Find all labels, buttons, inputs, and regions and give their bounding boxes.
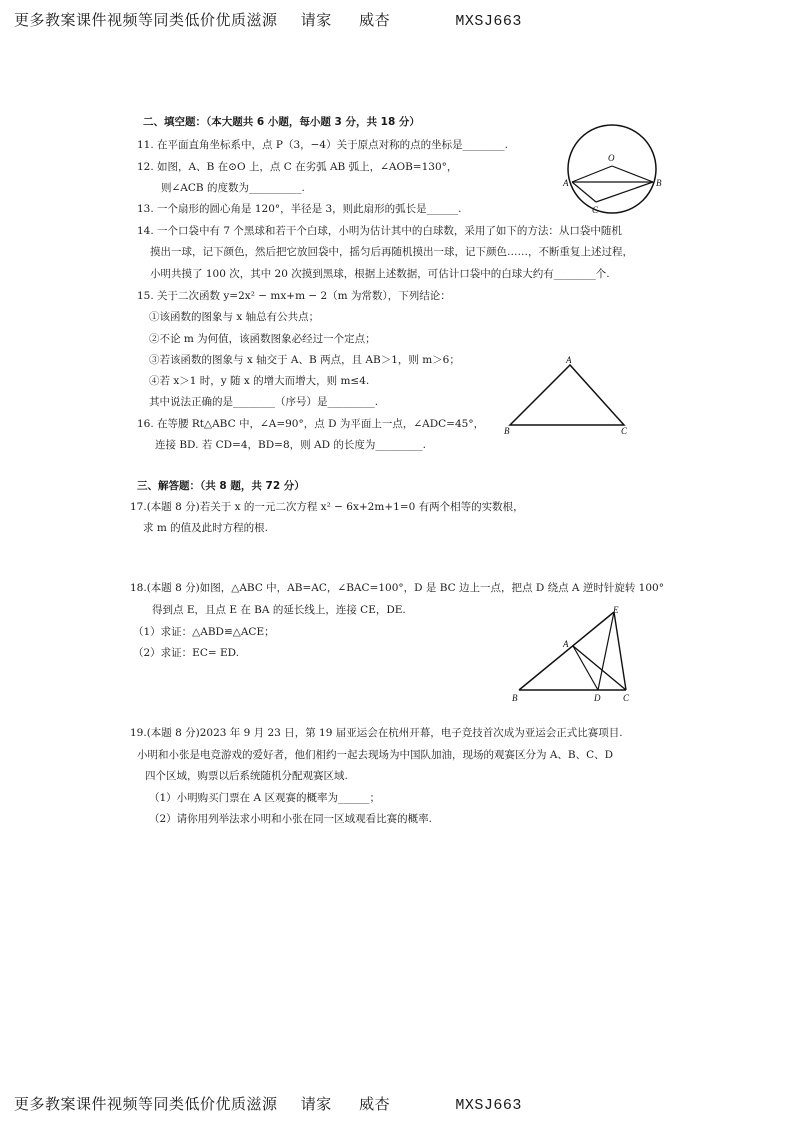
- bottom-banner-name: 威杏: [359, 1095, 391, 1113]
- rot-label-e: E: [613, 605, 619, 615]
- q15-c4: ④若 x＞1 时，y 随 x 的增大而增大，则 m≤4.: [149, 375, 370, 387]
- top-banner: [14, 9, 522, 30]
- rot-label-d: D: [594, 693, 601, 703]
- q18-line1: 18.(本题 8 分)如图，△ABC 中，AB=AC，∠BAC=100°，D 是 BC 边上一点，把点 D 绕点 A 逆时针旋转 100°: [130, 582, 664, 594]
- tri-label-c: C: [621, 426, 628, 436]
- rot-label-b: B: [512, 693, 518, 703]
- q17-line2: 求 m 的值及此时方程的根.: [143, 522, 268, 534]
- label-c: C: [592, 205, 599, 215]
- q15-c2: ②不论 m 为何值，该函数图象必经过一个定点；: [149, 333, 376, 345]
- q16-line2: 连接 BD. 若 CD=4，BD=8，则 AD 的长度为_________.: [155, 439, 426, 451]
- label-o: O: [608, 153, 615, 163]
- bottom-banner: [14, 1093, 522, 1114]
- label-a: A: [563, 178, 569, 188]
- q17-line1: 17.(本题 8 分)若关于 x 的一元二次方程 x² − 6x+2m+1=0 有两个相等的实数根，: [130, 501, 524, 513]
- banner-name: 威杏: [359, 11, 391, 29]
- q19-line3: 四个区域，购票以后系统随机分配观赛区域.: [145, 770, 348, 782]
- q15-stem: 15. 关于二次函数 y=2x² − mx+m − 2（m 为常数），下列结论：: [137, 290, 451, 302]
- rot-label-c: C: [623, 693, 630, 703]
- q15-c3: ③若该函数的图象与 x 轴交于 A、B 两点，且 AB＞1，则 m＞6；: [149, 354, 460, 366]
- q12-line2: 则∠ACB 的度数为__________.: [161, 182, 305, 194]
- q18-p2: （2）求证：EC= ED.: [133, 647, 240, 659]
- q14-line3: 小明共摸了 100 次，其中 20 次摸到黑球，根据上述数据，可估计口袋中的白球大约有________个.: [150, 268, 610, 280]
- q13: 13. 一个扇形的圆心角是 120°，半径是 3，则此扇形的弧长是______.: [137, 203, 462, 215]
- q14-line1: 14. 一个口袋中有 7 个黑球和若干个白球，小明为估计其中的白球数，采用了如下的方法：从口袋中随机: [137, 225, 622, 237]
- q19-p1: （1）小明购买门票在 A 区观赛的概率为______；: [149, 792, 380, 804]
- banner-text: 更多教案课件视频等同类低价优质滋源: [14, 11, 278, 29]
- q18-line2: 得到点 E，且点 E 在 BA 的延长线上，连接 CE，DE.: [152, 604, 406, 616]
- q15-ask: 其中说法正确的是________（序号）是_________.: [149, 396, 379, 408]
- section3-title: 三、解答题：（共 8 题，共 72 分）: [137, 480, 305, 492]
- q18-p1: （1）求证：△ABD≌△ACE；: [133, 626, 275, 638]
- q19-line2: 小明和小张是电竞游戏的爱好者，他们相约一起去现场为中国队加油，现场的观赛区分为 A、B、C、D: [137, 749, 614, 761]
- q16-line1: 16. 在等腰 Rt△ABC 中，∠A=90°，点 D 为平面上一点，∠ADC=45°，: [137, 418, 485, 430]
- bottom-banner-code: MXSJ663: [455, 1097, 522, 1114]
- tri-label-a: A: [566, 355, 572, 365]
- q11: 11. 在平面直角坐标系中，点 P（3，−4）关于原点对称的点的坐标是________.: [137, 139, 508, 151]
- section2-title: 二、填空题：（本大题共 6 小题，每小题 3 分，共 18 分）: [143, 116, 420, 128]
- bottom-banner-contact: 请家: [300, 1095, 332, 1113]
- banner-contact: 请家: [300, 11, 332, 29]
- q14-line2: 摸出一球，记下颜色，然后把它放回袋中，摇匀后再随机摸出一球，记下颜色……，不断重复上述过程，: [150, 246, 633, 258]
- triangle-figure: [500, 355, 640, 437]
- banner-code: MXSJ663: [455, 13, 522, 30]
- label-b: B: [656, 178, 662, 188]
- circle-figure: [560, 122, 670, 222]
- q19-p2: （2）请你用列举法求小明和小张在同一区域观看比赛的概率.: [149, 813, 433, 825]
- bottom-banner-text: 更多教案课件视频等同类低价优质滋源: [14, 1095, 278, 1113]
- q19-line1: 19.(本题 8 分)2023 年 9 月 23 日，第 19 届亚运会在杭州开幕，电子竞技首次成为亚运会正式比赛项目.: [130, 727, 623, 739]
- q15-c1: ①该函数的图象与 x 轴总有公共点；: [149, 311, 320, 323]
- q12-line1: 12. 如图，A、B 在⊙O 上，点 C 在劣弧 AB 弧上，∠AOB=130°，: [137, 161, 458, 173]
- rot-label-a: A: [563, 639, 569, 649]
- rotation-figure: [505, 604, 640, 706]
- tri-label-b: B: [504, 426, 510, 436]
